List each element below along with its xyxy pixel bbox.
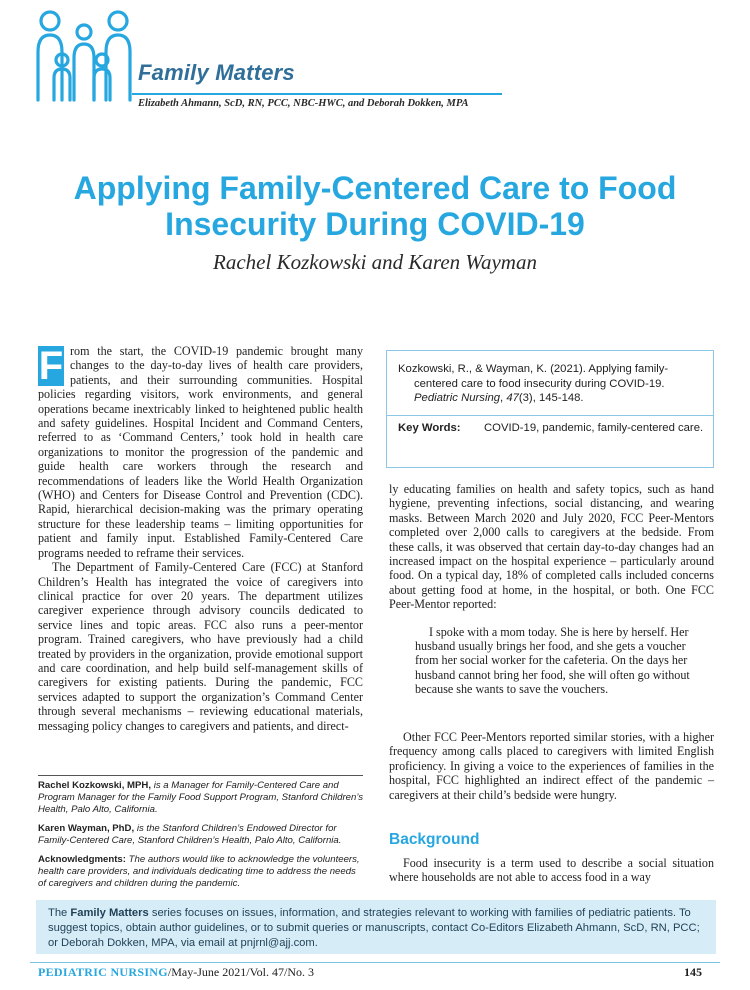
bio-rachel: Rachel Kozkowski, MPH, is a Manager for Family-Centered Care and Program Manager for the Family Food Support Program, Stanford Children’s Health, Palo Alto, California. bbox=[38, 780, 364, 815]
citation-text: Kozkowski, R., & Wayman, K. (2021). Applying family-centered care to food insecurity during COVID-19. Pediatric Nursing, 47(3), 145-148. bbox=[398, 363, 669, 404]
author-bios bbox=[38, 780, 365, 897]
footer-divider bbox=[30, 962, 720, 963]
body-paragraph: Other FCC Peer-Mentors reported similar stories, with a higher frequency among calls placed to caregivers with limited English proficiency. In giving a voice to the experiences of families in the hospital, FCC highlighted an indirect effect of the pandemic – caregivers at their child’s bedside were hungry. bbox=[389, 730, 714, 802]
section-heading-background: Background bbox=[389, 831, 480, 848]
keywords-text: COVID-19, pandemic, family-centered care. bbox=[484, 422, 704, 434]
body-paragraph: Food insecurity is a term used to describe a social situation where households are not able to access food in a way bbox=[389, 856, 714, 885]
citation-reference: Kozkowski, R., & Wayman, K. (2021). Applying family-centered care to food insecurity during COVID-19. bbox=[398, 363, 669, 390]
body-paragraph: rom the start, the COVID-19 pandemic brought many changes to the day-to-day lives of health care providers, patients, and their surrounding communities. Hospital policies regarding visitors, work environments, and general operations became inextricably linked to heightened public health and safety guidelines. Hospital Incident and Command Centers, referred to as ‘Command Centers,’ took hold in health care organizations to monitor the progression of the pandemic and guide health care workers through the research and recommendations of leaders like the World Health Organization (WHO) and Centers for Disease Control and Prevention (CDC). Rapid, hierarchical decision-making was the primary operating structure for these leadership teams – limiting opportunities for patient and family input. Established Family-Centered Care programs needed to reframe their services. bbox=[38, 344, 363, 560]
left-column bbox=[38, 344, 363, 733]
keywords-label: Key Words: bbox=[398, 422, 461, 434]
body-paragraph: The Department of Family-Centered Care (FCC) at Stanford Children’s Health has integrated the voice of caregivers into clinical practice for over 20 years. The department utilizes caregiver experience through advisory councils dedicated to service lines and topic areas. FCC also runs a peer-mentor program. Trained caregivers, who have previously had a child treated by providers in the organization, provide emotional support and care coordination, and help build self-management skills of caregivers for existing patients. During the pandemic, FCC services adapted to support the organization’s Command Center through several mechanisms – reviewing educational materials, messaging policy changes to caregivers and patients, and direct- bbox=[38, 560, 363, 733]
citation-box bbox=[386, 350, 714, 468]
right-column-background bbox=[389, 856, 714, 885]
series-info-box: The Family Matters series focuses on issues, information, and strategies relevant to working with families of pediatric patients. To suggest topics, obtain author guidelines, or to submit queries or manuscripts, contact Co-Editors Elizabeth Ahmann, ScD, RN, PCC; or Deborah Dokken, MPA, via email at pnjrnl@ajj.com. bbox=[36, 900, 716, 954]
series-name-inline: Family Matters bbox=[70, 907, 149, 919]
series-description: series focuses on issues, information, and strategies relevant to working with families of pediatric patients. To suggest topics, obtain author guidelines, or to submit queries or manuscripts, contact Co-Editors Elizabeth Ahmann, ScD, RN, PCC; or Deborah Dokken, MPA, via email at pnjrnl@ajj.com. bbox=[48, 907, 700, 949]
right-column-continued bbox=[389, 730, 714, 802]
footer-journal bbox=[38, 965, 314, 980]
column-editors: Elizabeth Ahmann, ScD, RN, PCC, NBC-HWC, and Deborah Dokken, MPA bbox=[138, 98, 469, 109]
citation-pages: (3), 145-148. bbox=[518, 392, 584, 404]
acknowledgments: Acknowledgments: The authors would like to acknowledge the volunteers, health care providers, and individuals dedicating time to address the needs of caregivers and children during the pandemic. bbox=[38, 854, 360, 889]
body-paragraph: ly educating families on health and safety topics, such as hand hygiene, preventing infections, social distancing, and wearing masks. Between March 2020 and July 2020, FCC Peer-Mentors completed over 2,000 calls to caregivers at the bedside. From these calls, it was observed that certain day-to-day changes had an increased impact on the hospital experience – particularly around food. On a typical day, 18% of completed calls included concerns about getting food at home, in the hospital, or both. One FCC Peer-Mentor reported: bbox=[389, 482, 714, 612]
citation-journal: Pediatric Nursing bbox=[414, 392, 501, 404]
drop-cap: F bbox=[38, 344, 64, 388]
article-authors: Rachel Kozkowski and Karen Wayman bbox=[213, 250, 537, 274]
family-figures-icon bbox=[30, 8, 142, 103]
series-name: Family Matters bbox=[138, 60, 295, 85]
article-title: Applying Family-Centered Care to Food Insecurity During COVID-19 bbox=[73, 170, 677, 242]
bio-divider bbox=[38, 775, 363, 776]
citation-volume: 47 bbox=[506, 392, 519, 404]
right-column bbox=[389, 482, 714, 711]
citation-divider bbox=[387, 415, 713, 416]
block-quote: I spoke with a mom today. She is here by herself. Her husband usually brings her food, and she gets a voucher from her social worker for the cafeteria. On the days her husband cannot bring her food, she will often go without because she wants to save the vouchers. bbox=[415, 624, 690, 697]
header-divider bbox=[132, 93, 502, 95]
journal-name: PEDIATRIC NURSING bbox=[38, 965, 168, 979]
bio-karen: Karen Wayman, PhD, is the Stanford Children’s Endowed Director for Family-Centered Care, Stanford Children’s Health, Palo Alto, California. bbox=[38, 823, 342, 846]
issue-info: /May-June 2021/Vol. 47/No. 3 bbox=[167, 965, 315, 979]
page-number: 145 bbox=[684, 965, 702, 979]
